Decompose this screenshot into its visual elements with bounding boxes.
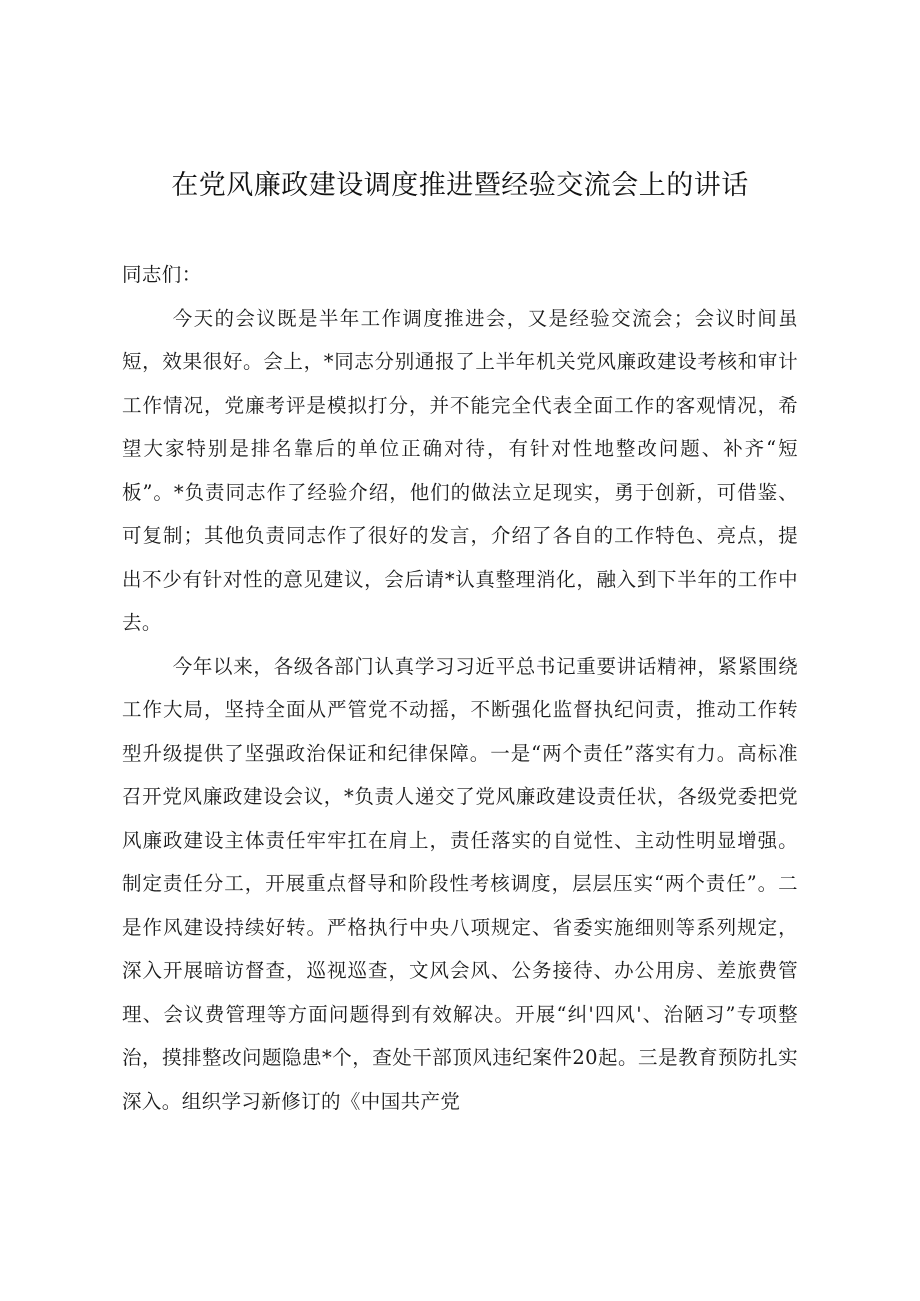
salutation: 同志们：	[122, 263, 202, 286]
document-body	[122, 253, 798, 1123]
document-title: 在党风廉政建设调度推进暨经验交流会上的讲话	[171, 170, 749, 201]
paragraph-meeting-summary: 今天的会议既是半年工作调度推进会，又是经验交流会；会议时间虽短，效果很好。会上，*同志分别通报了上半年机关党风廉政建设考核和审计工作情况，党廉考评是模拟打分，并不能完全代表全面工作的客观情况，希望大家特别是排名靠后的单位正确对待，有针对性地整改问题、补齐“短板”。*负责同志作了经验介绍，他们的做法立足现实，勇于创新，可借鉴、可复制；其他负责同志作了很好的发言，介绍了各自的工作特色、亮点，提出不少有针对性的意见建议，会后请*认真整理消化，融入到下半年的工作中去。	[122, 306, 798, 634]
paragraph-work-review: 今年以来，各级各部门认真学习习近平总书记重要讲话精神，紧紧围绕工作大局，坚持全面从严管党不动摇，不断强化监督执纪问责，推动工作转型升级提供了坚强政治保证和纪律保障。一是“两个责任”落实有力。高标准召开党风廉政建设会议，*负责人递交了党风廉政建设责任状，各级党委把党风廉政建设主体责任牢牢扛在肩上，责任落实的自觉性、主动性明显增强。制定责任分工，开展重点督导和阶段性考核调度，层层压实“两个责任”。二是作风建设持续好转。严格执行中央八项规定、省委实施细则等系列规定，深入开展暗访督查，巡视巡查，文风会风、公务接待、办公用房、差旅费管理、会议费管理等方面问题得到有效解决。开展“纠'四风'、治陋习”专项整治，摸排整改问题隐患*个，查处干部顶风违纪案件20起。三是教育预防扎实深入。组织学习新修订的《中国共产党	[122, 654, 798, 1113]
